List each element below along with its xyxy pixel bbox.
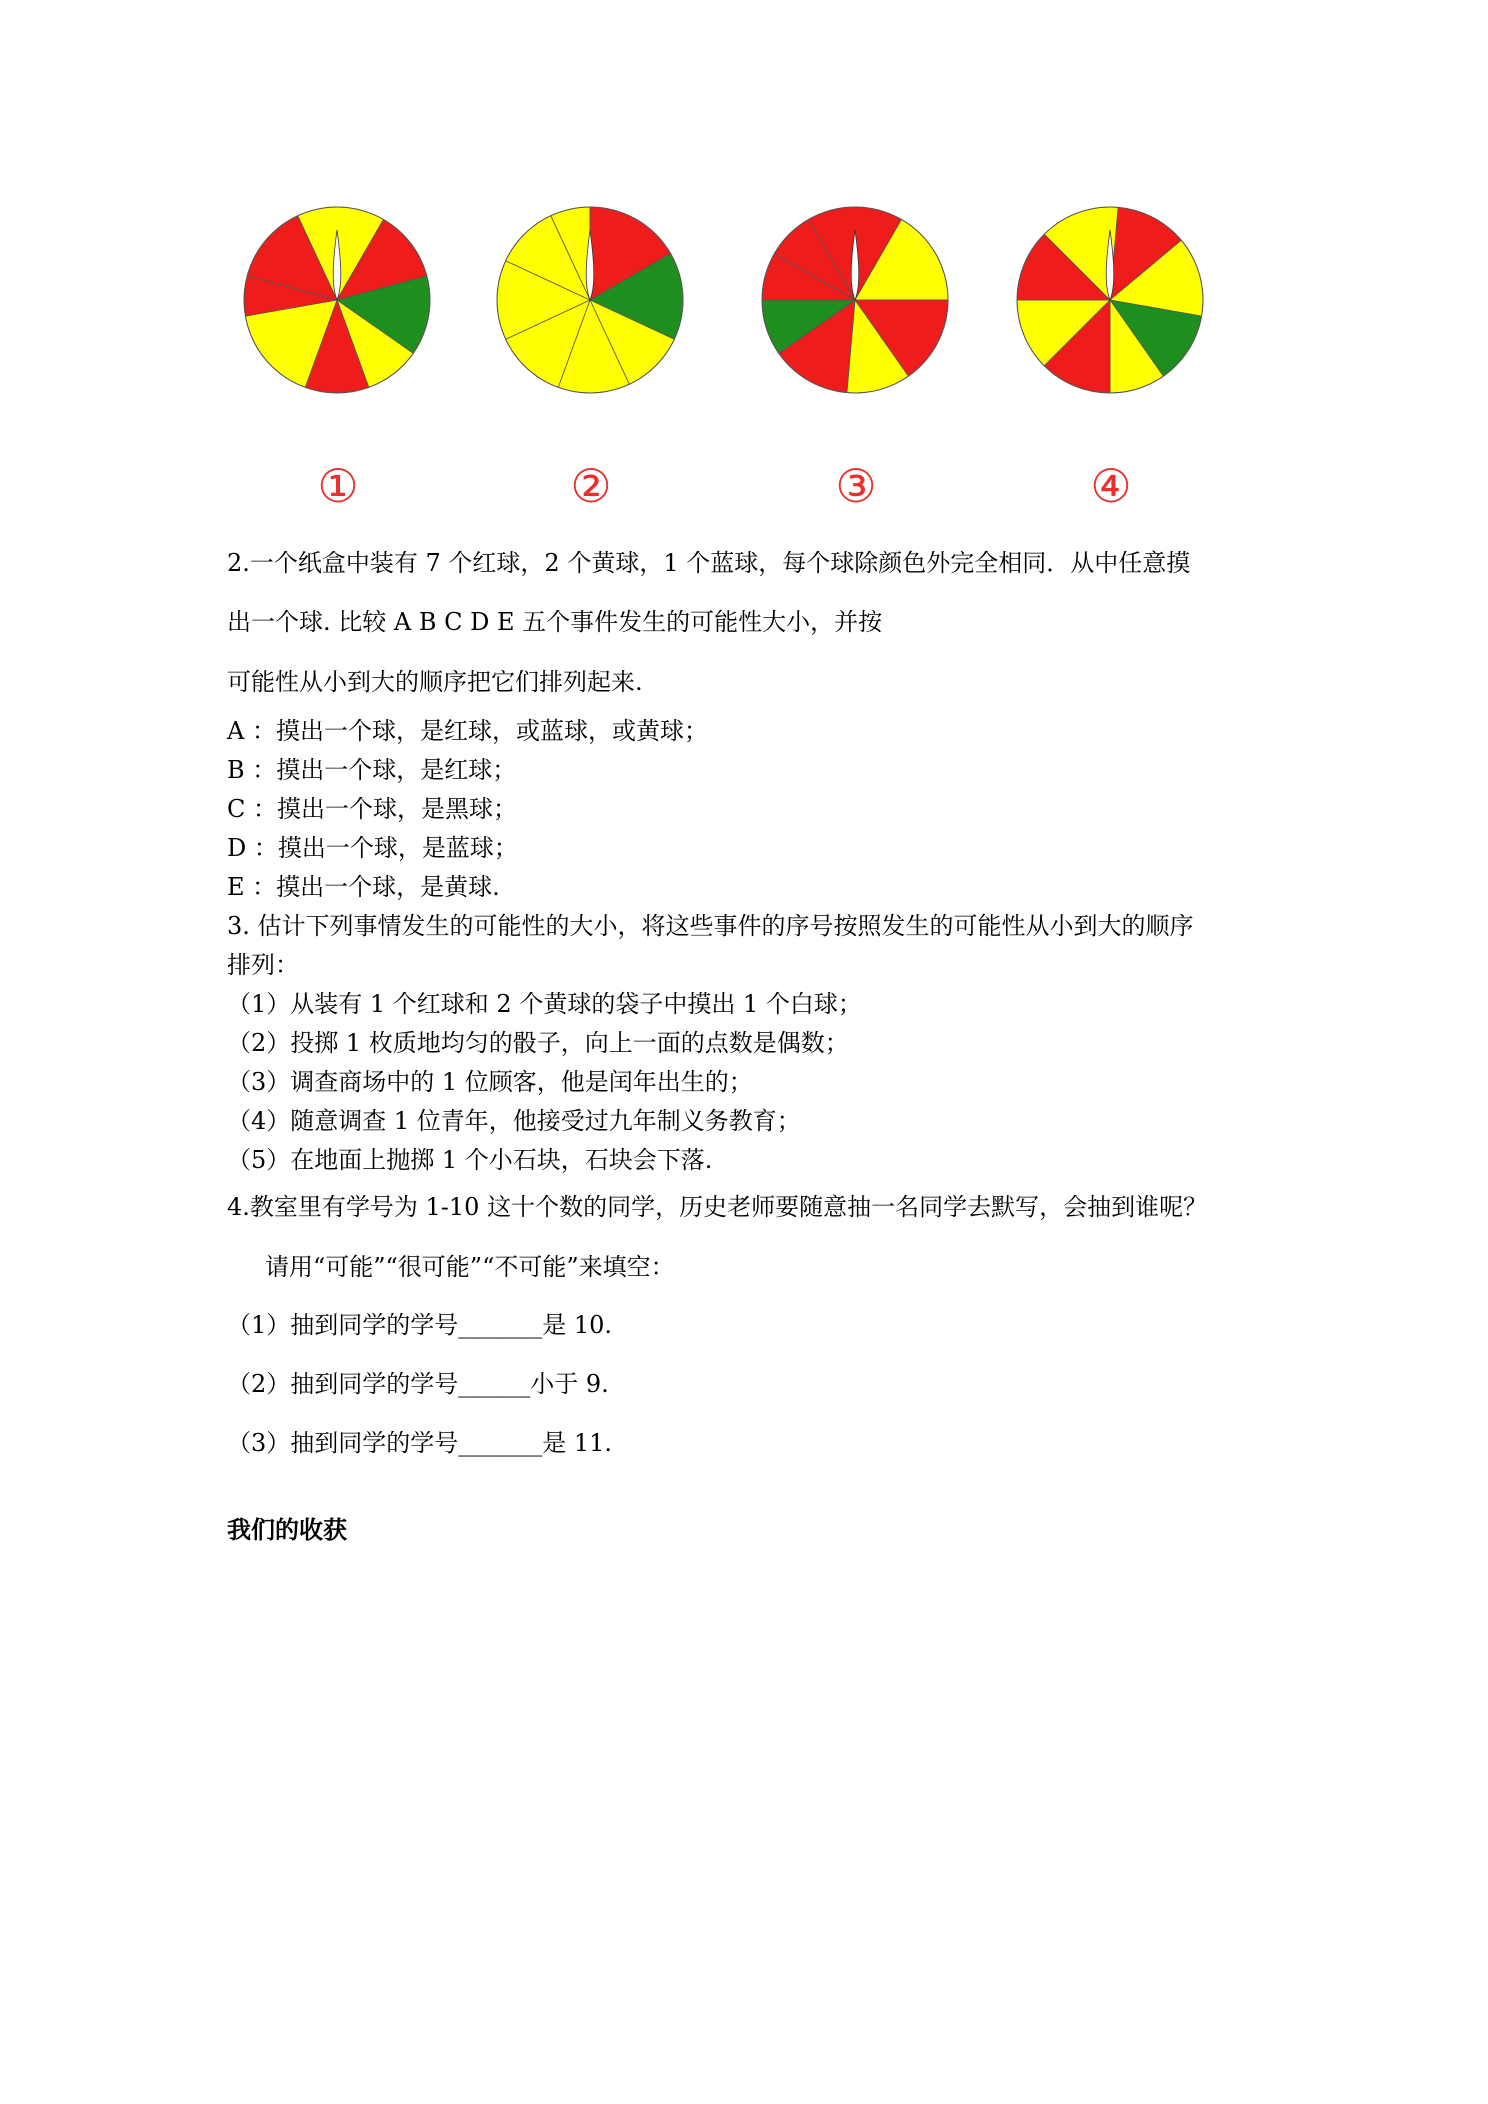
q2-option-a: A ：摸出一个球，是红球，或蓝球，或黄球； bbox=[227, 717, 708, 745]
spinner-4 bbox=[1010, 200, 1210, 400]
q2-option-d: D ：摸出一个球，是蓝球； bbox=[227, 834, 518, 862]
spinner-label-4: ④ bbox=[1090, 459, 1132, 513]
q2-line-1: 2.一个纸盒中装有 7 个红球，2 个黄球，1 个蓝球，每个球除颜色外完全相同．从中任意摸 bbox=[227, 549, 1191, 577]
q3-item-3: （3）调查商场中的 1 位顾客，他是闰年出生的； bbox=[227, 1068, 753, 1096]
spinner-2 bbox=[490, 200, 690, 400]
spinner-label-3: ③ bbox=[835, 459, 877, 513]
q3-item-4: （4）随意调查 1 位青年，他接受过九年制义务教育； bbox=[227, 1107, 801, 1135]
spinner-3 bbox=[755, 200, 955, 400]
q2-option-c: C ：摸出一个球，是黑球； bbox=[227, 795, 517, 823]
spinner-label-1: ① bbox=[317, 459, 359, 513]
q3-item-2: （2）投掷 1 枚质地均匀的骰子，向上一面的点数是偶数； bbox=[227, 1029, 849, 1057]
q3-line-2: 排列： bbox=[227, 951, 299, 979]
spinner-1 bbox=[237, 200, 437, 400]
section-heading: 我们的收获 bbox=[227, 1516, 347, 1544]
q3-item-1: （1）从装有 1 个红球和 2 个黄球的袋子中摸出 1 个白球； bbox=[227, 990, 862, 1018]
q4-item-1: （1）抽到同学的学号_______是 10. bbox=[227, 1311, 613, 1339]
q2-option-b: B ：摸出一个球，是红球； bbox=[227, 756, 517, 784]
spinner-label-2: ② bbox=[570, 459, 612, 513]
q3-line-1: 3. 估计下列事情发生的可能性的大小，将这些事件的序号按照发生的可能性从小到大的顺序 bbox=[227, 912, 1194, 940]
q4-item-2: （2）抽到同学的学号______小于 9. bbox=[227, 1370, 609, 1398]
q4-instruction: 请用“可能”“很可能”“不可能”来填空： bbox=[265, 1253, 675, 1281]
q3-item-5: （5）在地面上抛掷 1 个小石块，石块会下落. bbox=[227, 1146, 713, 1174]
q2-line-3: 可能性从小到大的顺序把它们排列起来. bbox=[227, 668, 643, 696]
q2-line-2: 出一个球. 比较 A B C D E 五个事件发生的可能性大小，并按 bbox=[227, 608, 883, 636]
q2-option-e: E ：摸出一个球，是黄球. bbox=[227, 873, 500, 901]
q4-item-3: （3）抽到同学的学号_______是 11. bbox=[227, 1429, 613, 1457]
q4-line-1: 4.教室里有学号为 1-10 这十个数的同学，历史老师要随意抽一名同学去默写，会抽到谁呢？ bbox=[227, 1193, 1208, 1221]
